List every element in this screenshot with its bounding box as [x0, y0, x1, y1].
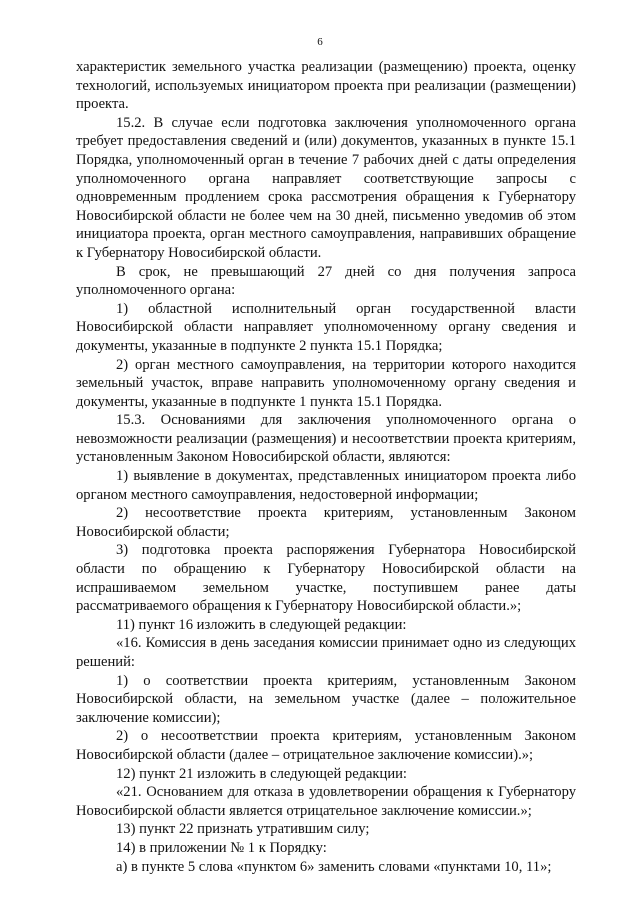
paragraph: 11) пункт 16 изложить в следующей редакции: [116, 616, 407, 633]
paragraph: 14) в приложении № 1 к Порядку: [116, 839, 327, 856]
paragraph: 13) пункт 22 признать утратившим силу; [116, 821, 370, 838]
paragraph: 1) выявление в документах, представленных инициатором проекта либо органом местного самоуправления, недостоверной информации; [76, 468, 576, 503]
paragraph: 15.2. В случае если подготовка заключения уполномоченного органа требует предоставления сведений и (или) документов, указанных в пункте 15.1 Порядка, уполномоченный орган в течение 7 рабочих дней с даты определения уполномоченного органа направляет соответствующие запросы с одновременным продлением срока рассмотрения обращения к Губернатору Новосибирской области не более чем на 30 дней, письменно уведомив об этом инициатора проекта, орган местного самоуправления, направивших обращение к Губернатору Новосибирской области. [76, 114, 576, 261]
paragraph: 1) о соответствии проекта критериям, установленным Законом Новосибирской области, на земельном участке (далее – положительное заключение комиссии); [76, 672, 576, 726]
paragraph: 2) орган местного самоуправления, на территории которого находится земельный участок, вправе направить уполномоченному органу сведения и документы, указанные в подпункте 1 пункта 15.1 Порядка. [76, 356, 576, 410]
paragraph: 1) областной исполнительный орган государственной власти Новосибирской области направляет уполномоченному органу сведения и документы, указанные в подпункте 2 пункта 15.1 Порядка; [76, 300, 576, 354]
paragraph: 2) о несоответствии проекта критериям, установленным Законом Новосибирской области (далее – отрицательное заключение комиссии).»; [76, 728, 576, 763]
paragraph: 12) пункт 21 изложить в следующей редакции: [116, 765, 407, 782]
paragraph: характеристик земельного участка реализации (размещению) проекта, оценку технологий, используемых инициатором проекта при реализации (размещении) проекта. [76, 59, 576, 113]
paragraph: 3) подготовка проекта распоряжения Губернатора Новосибирской области по обращению к Губернатору Новосибирской области на испрашиваемом земельном участке, поступившем ранее даты рассматриваемого обращения к Губернатору Новосибирской области.»; [76, 542, 576, 615]
paragraph: 2) несоответствие проекта критериям, установленным Законом Новосибирской области; [76, 505, 576, 540]
paragraph: а) в пункте 5 слова «пунктом 6» заменить словами «пунктами 10, 11»; [116, 858, 552, 875]
paragraph: В срок, не превышающий 27 дней со дня получения запроса уполномоченного органа: [76, 263, 576, 299]
paragraph: 15.3. Основаниями для заключения уполномоченного органа о невозможности реализации (размещения) и несоответствии проекта критериям, установленным Законом Новосибирской области, являются: [76, 412, 576, 466]
document-body [76, 58, 576, 876]
page-number: 6 [317, 36, 323, 48]
paragraph: «21. Основанием для отказа в удовлетворении обращения к Губернатору Новосибирской области является отрицательное заключение комиссии.»; [76, 784, 576, 819]
paragraph: «16. Комиссия в день заседания комиссии принимает одно из следующих решений: [76, 635, 576, 670]
